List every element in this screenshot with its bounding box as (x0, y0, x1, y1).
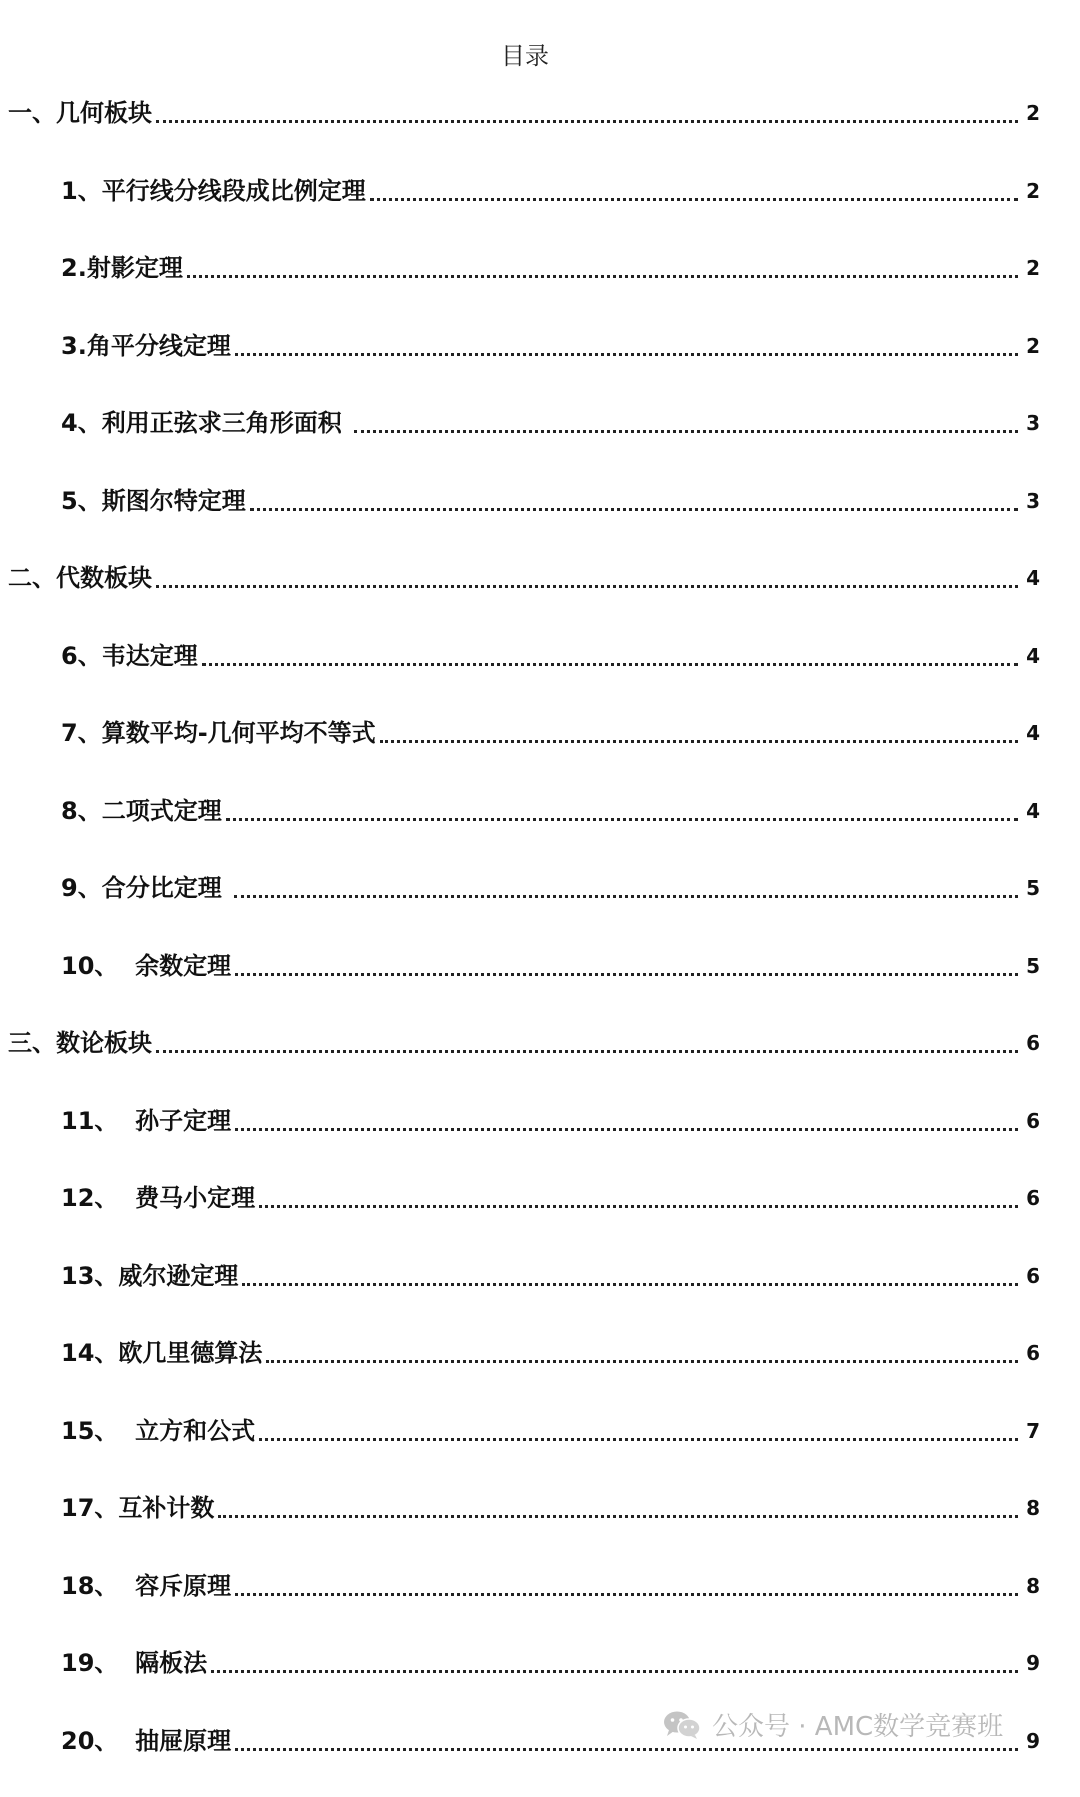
toc-entry-label: 4、利用正弦求三角形面积 (61, 408, 352, 438)
watermark-text: 公众号 · AMC数学竞赛班 (712, 1706, 1003, 1743)
toc-page-number: 3 (1020, 486, 1040, 516)
toc-entry[interactable] (0, 635, 1080, 713)
toc-title: 目录 (0, 36, 1050, 71)
toc-entry[interactable] (0, 480, 1080, 558)
watermark (662, 1706, 1003, 1743)
toc-dot-leader (250, 486, 1018, 511)
toc-page-number: 9 (1020, 1648, 1040, 1678)
toc-entry-label: 8、二项式定理 (61, 796, 224, 826)
toc-entry[interactable] (0, 945, 1080, 1023)
toc-entry-label: 6、韦达定理 (61, 641, 200, 671)
toc-entry-label: 14、欧几里德算法 (61, 1338, 264, 1368)
toc-entry-label: 10、 余数定理 (61, 951, 233, 981)
toc-entry[interactable] (0, 1332, 1080, 1410)
toc-entry-label: 18、 容斥原理 (61, 1571, 233, 1601)
toc-entry-label: 9、合分比定理 (61, 873, 232, 903)
toc-entry[interactable] (0, 712, 1080, 790)
toc-entry-label: 7、算数平均-几何平均不等式 (61, 718, 378, 748)
toc-section-entry[interactable] (0, 92, 1080, 170)
toc-entry[interactable] (0, 247, 1080, 325)
toc-page-number: 2 (1020, 98, 1040, 128)
toc-entry-label: 2.射影定理 (61, 253, 185, 283)
toc-entry-label: 13、威尔逊定理 (61, 1261, 240, 1291)
toc-entry[interactable] (0, 170, 1080, 248)
toc-dot-leader (235, 331, 1018, 356)
toc-dot-leader (156, 563, 1018, 588)
toc-entry-label: 17、互补计数 (61, 1493, 216, 1523)
toc-entry[interactable] (0, 325, 1080, 403)
toc-list (0, 92, 1080, 1797)
toc-entry[interactable] (0, 790, 1080, 868)
toc-page-number: 6 (1020, 1028, 1040, 1058)
toc-dot-leader (370, 176, 1018, 201)
toc-page-number: 2 (1020, 331, 1040, 361)
toc-entry-label: 20、 抽屉原理 (61, 1726, 233, 1756)
toc-dot-leader (259, 1416, 1018, 1441)
toc-dot-leader (156, 98, 1018, 123)
wechat-icon (662, 1710, 702, 1740)
toc-dot-leader (354, 408, 1018, 433)
toc-entry-label: 15、 立方和公式 (61, 1416, 257, 1446)
toc-entry-label: 一、几何板块 (8, 98, 154, 128)
toc-section-entry[interactable] (0, 1022, 1080, 1100)
toc-entry-label: 5、斯图尔特定理 (61, 486, 248, 516)
toc-entry[interactable] (0, 1177, 1080, 1255)
toc-entry[interactable] (0, 1255, 1080, 1333)
toc-page-number: 6 (1020, 1183, 1040, 1213)
toc-dot-leader (187, 253, 1018, 278)
toc-dot-leader (266, 1338, 1018, 1363)
toc-dot-leader (218, 1493, 1018, 1518)
toc-dot-leader (211, 1648, 1018, 1673)
toc-page-number: 4 (1020, 796, 1040, 826)
toc-dot-leader (202, 641, 1018, 666)
toc-entry-label: 1、平行线分线段成比例定理 (61, 176, 368, 206)
toc-page-number: 7 (1020, 1416, 1040, 1446)
toc-page-number: 8 (1020, 1493, 1040, 1523)
toc-page-number: 4 (1020, 563, 1040, 593)
toc-dot-leader (380, 718, 1018, 743)
toc-dot-leader (235, 1571, 1018, 1596)
toc-dot-leader (242, 1261, 1018, 1286)
toc-page-number: 4 (1020, 718, 1040, 748)
toc-page-number: 6 (1020, 1338, 1040, 1368)
toc-entry[interactable] (0, 1565, 1080, 1643)
toc-entry[interactable] (0, 1410, 1080, 1488)
toc-dot-leader (234, 873, 1018, 898)
toc-dot-leader (235, 951, 1018, 976)
toc-entry[interactable] (0, 867, 1080, 945)
toc-page-number: 2 (1020, 176, 1040, 206)
toc-dot-leader (156, 1028, 1018, 1053)
toc-page-number: 4 (1020, 641, 1040, 671)
toc-entry-label: 三、数论板块 (8, 1028, 154, 1058)
toc-page-number: 5 (1020, 873, 1040, 903)
toc-entry[interactable] (0, 402, 1080, 480)
toc-entry[interactable] (0, 1487, 1080, 1565)
toc-page-number: 2 (1020, 253, 1040, 283)
toc-page-number: 6 (1020, 1261, 1040, 1291)
toc-entry-label: 19、 隔板法 (61, 1648, 209, 1678)
toc-dot-leader (226, 796, 1018, 821)
toc-dot-leader (235, 1106, 1018, 1131)
toc-entry-label: 3.角平分线定理 (61, 331, 233, 361)
toc-page-number: 8 (1020, 1571, 1040, 1601)
toc-entry[interactable] (0, 1100, 1080, 1178)
toc-page-number: 6 (1020, 1106, 1040, 1136)
toc-entry-label: 二、代数板块 (8, 563, 154, 593)
toc-page-number: 3 (1020, 408, 1040, 438)
toc-page-number: 5 (1020, 951, 1040, 981)
toc-entry-label: 11、 孙子定理 (61, 1106, 233, 1136)
toc-page-number: 9 (1020, 1726, 1040, 1756)
toc-section-entry[interactable] (0, 557, 1080, 635)
toc-dot-leader (259, 1183, 1018, 1208)
toc-entry-label: 12、 费马小定理 (61, 1183, 257, 1213)
